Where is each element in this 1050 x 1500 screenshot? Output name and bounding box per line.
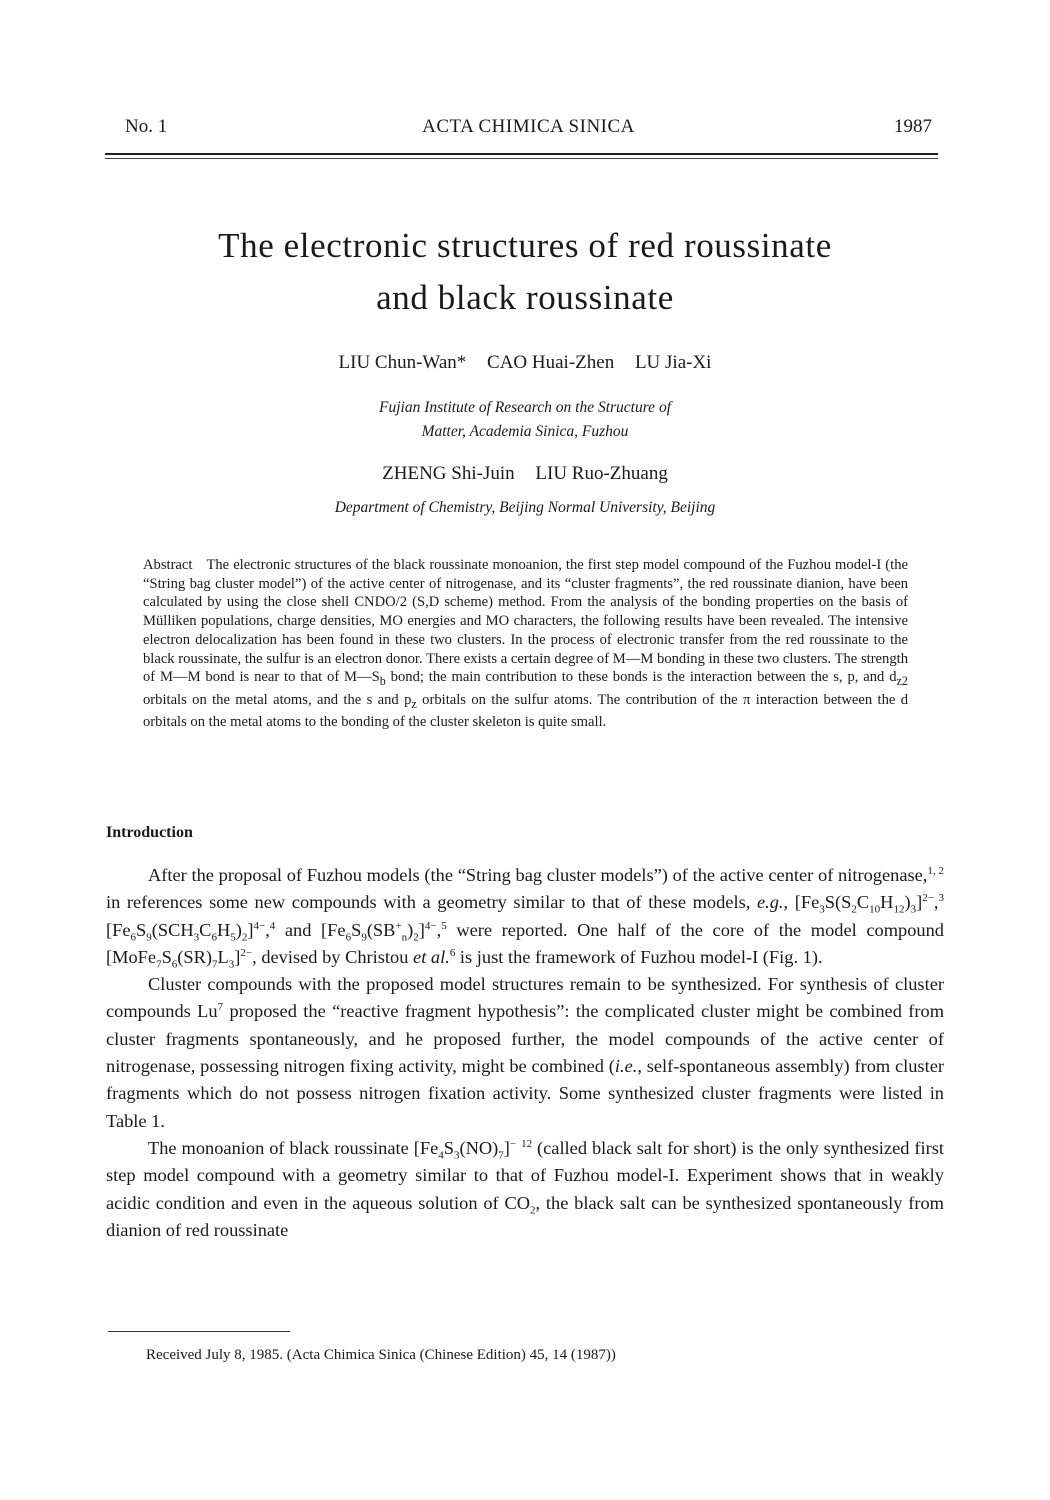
author: CAO Huai-Zhen [487,352,615,373]
abstract-subscript: z2 [896,674,908,689]
affiliation-1-line-1: Fujian Institute of Research on the Structure of [378,399,671,416]
author: ZHENG Shi-Juin [382,463,515,484]
running-header [125,116,932,142]
abstract [143,556,908,732]
header-rule-thick [105,153,938,155]
author: LU Jia-Xi [634,352,712,373]
abstract-text-2: bond; the main contribution to these bonds is the interaction between the s, p, and d [385,669,897,686]
authors-group-1 [100,352,950,374]
introduction-body [106,862,944,1244]
issue-number: No. 1 [125,116,168,137]
section-heading: Introduction [106,824,193,841]
paragraph-2: Cluster compounds with the proposed model structures remain to be synthesized. For synthesis of cluster compounds Lu$^7$ proposed the “reactive fragment hypothesis”: the complicated cluster might be combined from cluster fragments spontaneously, and he proposed further, the model compounds of the active center of nitrogenase, possessing nitrogen fixing activity, might be combined (i.e., self-spontaneous assembly) from cluster fragments which do not possess nitrogen fixation activity. Some synthesized cluster fragments were listed in Table 1. [106,974,945,1131]
affiliation-1-line-2: Matter, Academia Sinica, Fuzhou [421,423,629,440]
author: LIU Ruo-Zhuang [535,463,668,484]
article-title [100,220,950,324]
title-line-2: and black roussinate [376,278,674,317]
abstract-label: Abstract [143,557,193,573]
journal-name: ACTA CHIMICA SINICA [422,116,635,137]
footnote-rule [108,1331,290,1332]
abstract-text-4: orbitals on the sulfur atoms. The contribution of the π interaction between the d orbitals on the metal atoms to the bonding of the cluster skeleton is quite small. [143,691,909,731]
affiliation-2: Department of Chemistry, Beijing Normal University, Beijing [334,499,716,516]
abstract-subscript: z [411,696,417,711]
publication-year: 1987 [894,116,932,137]
received-footnote: Received July 8, 1985. (Acta Chimica Sinica (Chinese Edition) 45, 14 (1987)) [146,1347,616,1363]
title-line-1: The electronic structures of red roussinate [218,226,832,265]
abstract-subscript: b [379,674,386,689]
author: LIU Chun-Wan* [338,352,467,373]
paragraph-1: After the proposal of Fuzhou models (the “String bag cluster models”) of the active center of nitrogenase,$^{1, 2}$ in references some new compounds with a geometry similar to that of these models, e.g., $[Fe_3S(S_2C_{10}H_{12})_3]^{2-},^3$ $[Fe_6S_9(SCH_3C_6H_5)_2]^{4-},^4$ and $[Fe_6S_9(SB^+_n)_2]^{4-},^5$ were reported. One half of the core of the model compound $[MoFe_7S_6(SR)_7L_3]^{2-}$, devised by Christou et al.$^6$ is just the framework of Fuzhou model-I (Fig. 1). [106,864,945,971]
affiliation-1 [100,396,950,444]
abstract-text: The electronic structures of the black roussinate monoanion, the first step model compound of the Fuzhou model-I (the “String bag cluster model”) of the active center of nitrogenase, and its “cluster fragments”, the red roussinate dianion, have been calculated by using the close shell CNDO/2 (S,D scheme) method. From the analysis of the bonding properties on the basis of Mülliken populations, charge densities, MO energies and MO characters, the following results have been revealed. The intensive electron delocalization has been found in these two clusters. In the process of electronic transfer from the red roussinate to the black roussinate, the sulfur is an electron donor. There exists a certain degree of M—M bonding in these two clusters. The strength of M—M bond is near to that of M—S [143,557,908,686]
header-rule-thin [105,158,938,159]
authors-group-2 [100,463,950,485]
abstract-text-3: orbitals on the metal atoms, and the s and p [143,691,412,708]
paragraph-3: The monoanion of black roussinate $[Fe_4S_3(NO)_7]^-$ $^{12}$ (called black salt for short) is the only synthesized first step model compound with a geometry similar to that of Fuzhou model-I. Experiment shows that in weakly acidic condition and even in the aqueous solution of $CO_2$, the black salt can be synthesized spontaneously from dianion of red roussinate [106,1137,944,1240]
